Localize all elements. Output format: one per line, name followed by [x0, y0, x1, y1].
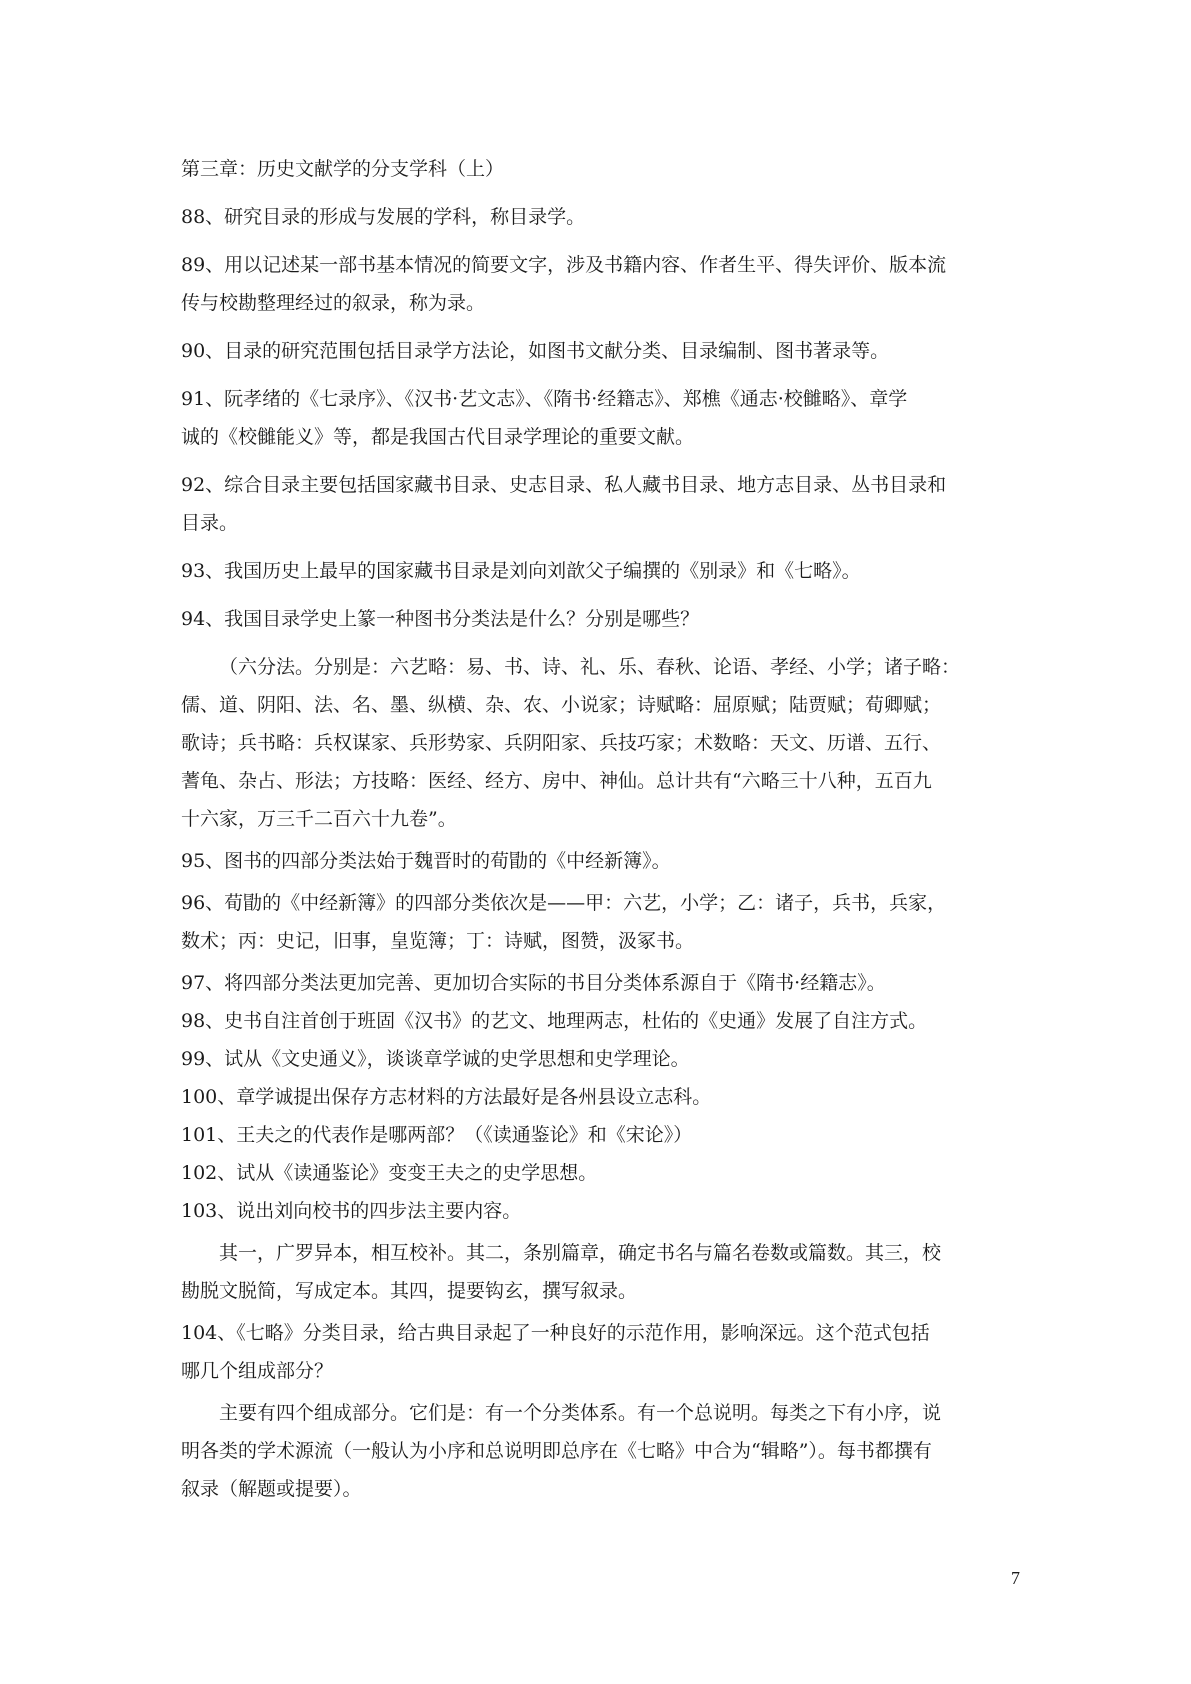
item-94-answer-line-1: （六分法。分别是：六艺略：易、书、诗、礼、乐、春秋、论语、孝经、小学；诸子略：: [219, 656, 961, 678]
item-96-line-2: 数术；丙：史记，旧事，皇览簿；丁：诗赋，图赞，汲冢书。: [181, 930, 695, 952]
item-102: 102、试从《读通鉴论》变变王夫之的史学思想。: [181, 1162, 598, 1184]
item-94-answer-line-2: 儒、道、阴阳、法、名、墨、纵横、杂、农、小说家；诗赋略：屈原赋；陆贾赋；荀卿赋；: [181, 694, 942, 716]
item-88: 88、研究目录的形成与发展的学科，称目录学。: [181, 206, 586, 228]
item-94-answer-line-5: 十六家，万三千二百六十九卷”。: [181, 808, 457, 830]
item-99: 99、试从《文史通义》，谈谈章学诚的史学思想和史学理论。: [181, 1048, 690, 1070]
item-104-question-line-1: 104、《七略》分类目录，给古典目录起了一种良好的示范作用，影响深远。这个范式包括: [181, 1322, 930, 1344]
item-103-answer-line-1: 其一，广罗异本，相互校补。其二，条别篇章，确定书名与篇名卷数或篇数。其三，校: [219, 1242, 942, 1264]
item-95: 95、图书的四部分类法始于魏晋时的荀勖的《中经新簿》。: [181, 850, 671, 872]
item-92-line-2: 目录。: [181, 512, 239, 534]
item-98: 98、史书自注首创于班固《汉书》的艺文、地理两志，杜佑的《史通》发展了自注方式。: [181, 1010, 928, 1032]
chapter-heading: 第三章：历史文献学的分支学科（上）: [181, 158, 505, 180]
item-104-answer-line-3: 叙录（解题或提要）。: [181, 1478, 362, 1500]
item-89-line-2: 传与校勘整理经过的叙录，称为录。: [181, 292, 486, 314]
document-body: [181, 150, 1018, 1508]
item-91-line-2: 诚的《校雠能义》等，都是我国古代目录学理论的重要文献。: [181, 426, 695, 448]
item-94-answer-line-3: 歌诗；兵书略：兵权谋家、兵形势家、兵阴阳家、兵技巧家；术数略：天文、历谱、五行、: [181, 732, 942, 754]
item-104-answer-line-2: 明各类的学术源流（一般认为小序和总说明即总序在《七略》中合为“辑略”）。每书都撰有: [181, 1440, 932, 1462]
item-94-answer-line-4: 蓍龟、杂占、形法；方技略：医经、经方、房中、神仙。总计共有“六略三十八种，五百九: [181, 770, 932, 792]
item-104-question-line-2: 哪几个组成部分？: [181, 1360, 334, 1382]
item-94-question: 94、我国目录学史上篆一种图书分类法是什么？分别是哪些？: [181, 608, 700, 630]
item-90: 90、目录的研究范围包括目录学方法论，如图书文献分类、目录编制、图书著录等。: [181, 340, 890, 362]
item-91-line-1: 91、阮孝绪的《七录序》、《汉书·艺文志》、《隋书·经籍志》、郑樵《通志·校雠略》、章学: [181, 388, 908, 410]
item-104-answer-line-1: 主要有四个组成部分。它们是：有一个分类体系。有一个总说明。每类之下有小序，说: [219, 1402, 942, 1424]
item-103-question: 103、说出刘向校书的四步法主要内容。: [181, 1200, 522, 1222]
item-101: 101、王夫之的代表作是哪两部？（《读通鉴论》和《宋论》）: [181, 1124, 693, 1146]
item-103-answer-line-2: 勘脱文脱简，写成定本。其四，提要钩玄，撰写叙录。: [181, 1280, 638, 1302]
item-89-line-1: 89、用以记述某一部书基本情况的简要文字，涉及书籍内容、作者生平、得失评价、版本流: [181, 254, 947, 276]
item-97: 97、将四部分类法更加完善、更加切合实际的书目分类体系源自于《隋书·经籍志》。: [181, 972, 886, 994]
item-96-line-1: 96、荀勖的《中经新簿》的四部分类依次是——甲：六艺，小学；乙：诸子，兵书，兵家，: [181, 892, 947, 914]
item-93: 93、我国历史上最早的国家藏书目录是刘向刘歆父子编撰的《别录》和《七略》。: [181, 560, 861, 582]
page-number: 7: [1011, 1568, 1020, 1588]
item-92-line-1: 92、综合目录主要包括国家藏书目录、史志目录、私人藏书目录、地方志目录、丛书目录和: [181, 474, 947, 496]
item-100: 100、章学诚提出保存方志材料的方法最好是各州县设立志科。: [181, 1086, 712, 1108]
